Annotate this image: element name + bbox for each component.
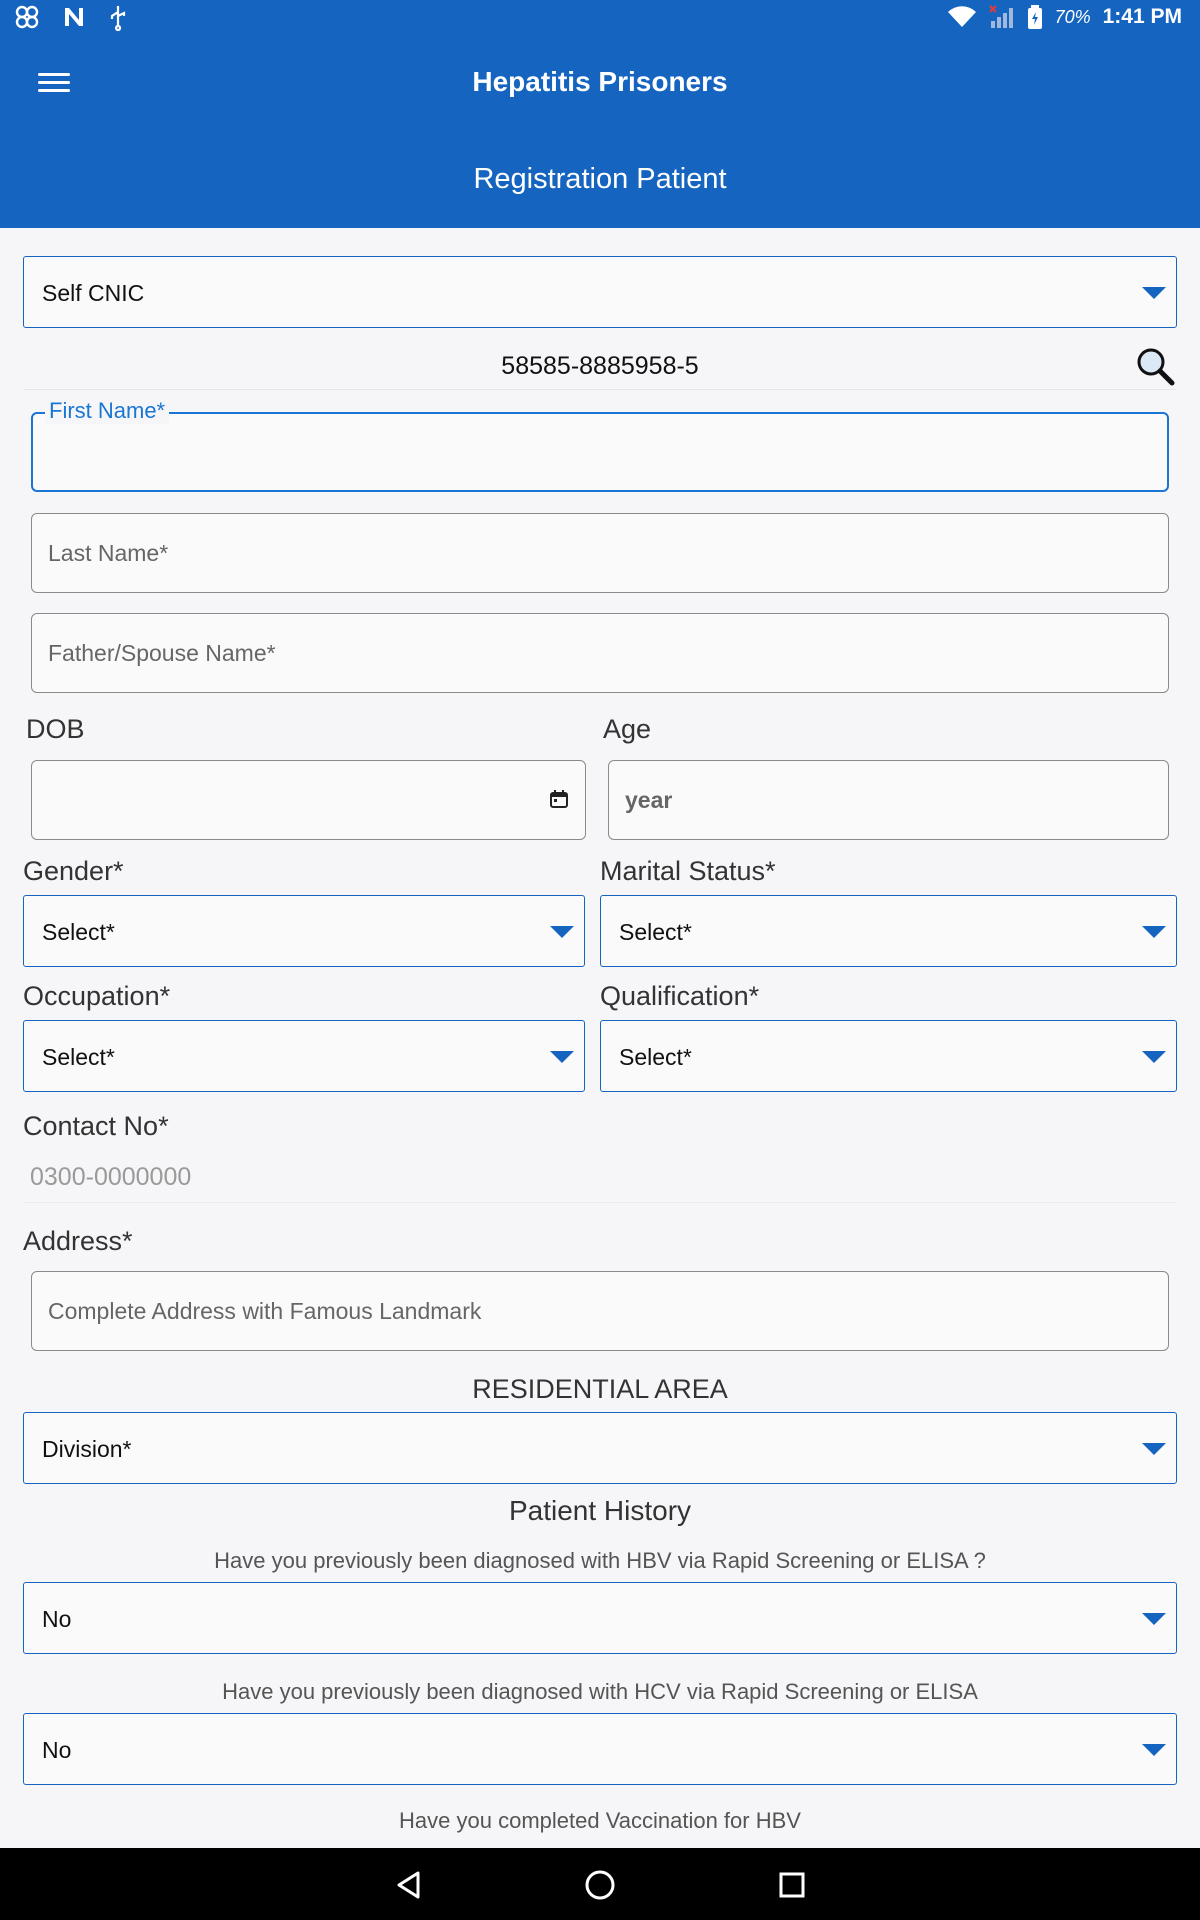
battery-percent: 70%	[1054, 6, 1091, 27]
cnic-field[interactable]	[24, 342, 1176, 390]
residential-area-heading: RESIDENTIAL AREA	[472, 1374, 728, 1404]
chevron-down-icon	[1142, 1443, 1166, 1455]
address-label: Address*	[23, 1226, 133, 1256]
marital-status-value: Select*	[619, 919, 692, 945]
system-nav-bar	[0, 1848, 1200, 1920]
n-logo-icon	[62, 5, 86, 29]
dob-field[interactable]	[31, 760, 586, 840]
contact-input[interactable]	[24, 1153, 1176, 1202]
app-title: Hepatitis Prisoners	[472, 66, 728, 97]
chevron-down-icon	[1142, 287, 1166, 299]
page-title: Registration Patient	[473, 163, 727, 195]
app-header	[0, 0, 1200, 228]
contact-field[interactable]	[24, 1153, 1176, 1203]
marital-status-label: Marital Status*	[600, 856, 776, 886]
age-input[interactable]	[625, 761, 1152, 839]
usb-icon	[108, 4, 128, 30]
clock: 1:41 PM	[1102, 5, 1182, 28]
hcv-question: Have you previously been diagnosed with HCV via Rapid Screening or ELISA	[222, 1679, 978, 1704]
gender-value: Select*	[42, 919, 115, 945]
signal-icon	[989, 5, 1015, 29]
gender-label: Gender*	[23, 856, 124, 886]
chevron-down-icon	[1142, 1051, 1166, 1063]
division-dropdown[interactable]	[23, 1412, 1177, 1484]
calendar-icon[interactable]	[549, 789, 569, 809]
occupation-label: Occupation*	[23, 981, 171, 1011]
hbv-value: No	[42, 1606, 72, 1632]
hcv-dropdown[interactable]	[23, 1713, 1177, 1785]
hbv-question: Have you previously been diagnosed with HBV via Rapid Screening or ELISA ?	[214, 1548, 986, 1573]
marital-status-dropdown[interactable]	[600, 895, 1177, 967]
dob-label: DOB	[26, 714, 85, 744]
gender-dropdown[interactable]	[23, 895, 585, 967]
hcv-value: No	[42, 1737, 72, 1763]
last-name-field[interactable]	[31, 513, 1169, 593]
vaccination-question: Have you completed Vaccination for HBV	[399, 1808, 801, 1833]
vaccination-question-clip	[0, 1808, 1200, 1833]
contact-label: Contact No*	[23, 1111, 169, 1141]
battery-icon	[1027, 4, 1043, 30]
address-field[interactable]	[31, 1271, 1169, 1351]
patient-history-heading: Patient History	[508, 1495, 692, 1526]
first-name-field[interactable]	[31, 398, 1169, 492]
back-icon[interactable]	[392, 1868, 426, 1902]
id-type-dropdown[interactable]	[23, 256, 1177, 328]
occupation-value: Select*	[42, 1044, 115, 1070]
wifi-icon	[947, 5, 977, 29]
occupation-dropdown[interactable]	[23, 1020, 585, 1092]
id-type-value: Self CNIC	[42, 280, 145, 306]
qualification-value: Select*	[619, 1044, 692, 1070]
last-name-input[interactable]	[48, 514, 1152, 592]
division-value: Division*	[42, 1436, 132, 1462]
address-input[interactable]	[48, 1272, 1152, 1350]
qualification-label: Qualification*	[600, 981, 760, 1011]
first-name-input[interactable]	[49, 414, 1151, 490]
chevron-down-icon	[1142, 926, 1166, 938]
search-icon[interactable]	[1134, 346, 1176, 388]
chevron-down-icon	[1142, 1744, 1166, 1756]
chevron-down-icon	[550, 926, 574, 938]
cnic-value: 58585-8885958-5	[501, 352, 699, 380]
chevron-down-icon	[1142, 1613, 1166, 1625]
home-icon[interactable]	[583, 1868, 617, 1902]
chevron-down-icon	[550, 1051, 574, 1063]
hbv-dropdown[interactable]	[23, 1582, 1177, 1654]
father-spouse-field[interactable]	[31, 613, 1169, 693]
recents-icon[interactable]	[775, 1868, 809, 1902]
father-spouse-input[interactable]	[48, 614, 1152, 692]
first-name-label: First Name*	[45, 398, 169, 424]
pinwheel-icon	[14, 4, 40, 30]
age-field[interactable]	[608, 760, 1169, 840]
age-label: Age	[603, 714, 652, 744]
status-bar	[0, 0, 1200, 40]
qualification-dropdown[interactable]	[600, 1020, 1177, 1092]
